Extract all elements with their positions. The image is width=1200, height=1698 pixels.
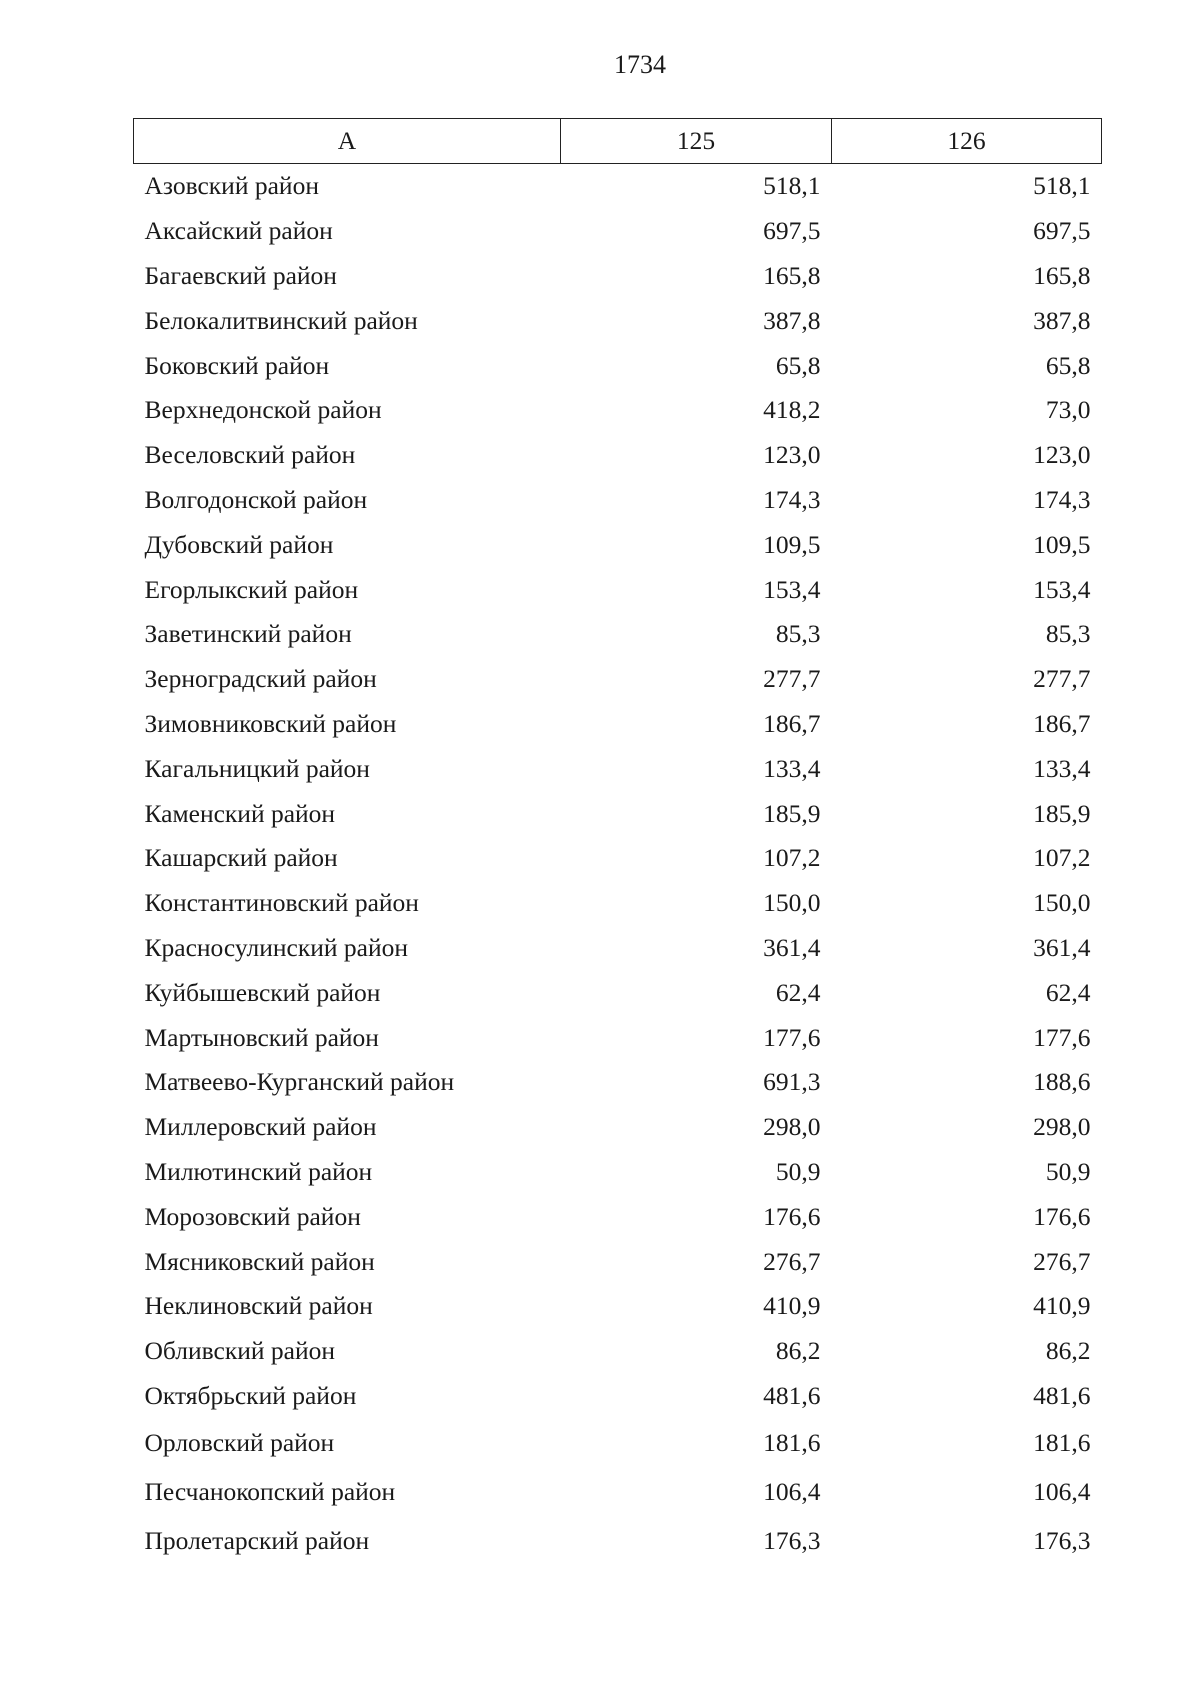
table-row	[134, 970, 1102, 1015]
district-name-cell: Егорлыкский район	[144, 574, 359, 604]
table-row	[134, 343, 1102, 388]
district-name-cell: Зерноградский район	[144, 664, 377, 694]
data-table	[133, 118, 1102, 1565]
value-126-cell: 65,8	[1045, 350, 1091, 380]
table-row	[134, 1284, 1102, 1329]
value-126-cell: 153,4	[1033, 574, 1091, 604]
value-125-cell: 62,4	[775, 977, 821, 1007]
table-row	[134, 209, 1102, 254]
value-126-cell: 177,6	[1033, 1022, 1091, 1052]
value-125-cell: 65,8	[775, 350, 821, 380]
value-125-cell: 177,6	[763, 1022, 821, 1052]
value-125-cell: 418,2	[763, 395, 821, 425]
table-row	[134, 1015, 1102, 1060]
table-row	[134, 1105, 1102, 1150]
value-125-cell: 361,4	[763, 932, 821, 962]
value-125-cell: 481,6	[763, 1380, 821, 1410]
district-name-cell: Орловский район	[144, 1427, 335, 1457]
district-name-cell: Кашарский район	[144, 843, 338, 873]
value-125-cell: 106,4	[763, 1476, 821, 1506]
district-name-cell: Песчанокопский район	[144, 1476, 396, 1506]
value-126-cell: 50,9	[1045, 1156, 1091, 1186]
value-125-cell: 86,2	[775, 1336, 821, 1366]
header-row	[134, 119, 1102, 164]
district-name-cell: Миллеровский район	[144, 1112, 377, 1142]
value-125-cell: 691,3	[763, 1067, 821, 1097]
district-name-cell: Милютинский район	[144, 1156, 373, 1186]
table-row	[134, 164, 1102, 209]
table-row	[134, 1374, 1102, 1419]
table-row	[134, 522, 1102, 567]
district-name-cell: Мартыновский район	[144, 1022, 379, 1052]
value-126-cell: 106,4	[1033, 1476, 1091, 1506]
table-row	[134, 567, 1102, 612]
district-name-cell: Белокалитвинский район	[144, 305, 418, 335]
value-125-cell: 276,7	[763, 1246, 821, 1276]
table-row	[134, 836, 1102, 881]
value-125-cell: 176,6	[763, 1201, 821, 1231]
value-125-cell: 185,9	[763, 798, 821, 828]
value-125-cell: 123,0	[763, 440, 821, 470]
value-126-cell: 518,1	[1033, 171, 1091, 201]
district-name-cell: Багаевский район	[144, 260, 337, 290]
table-row	[134, 1467, 1102, 1516]
value-126-cell: 86,2	[1045, 1336, 1091, 1366]
value-125-cell: 153,4	[763, 574, 821, 604]
table-row	[134, 1239, 1102, 1284]
district-name-cell: Матвеево-Курганский район	[144, 1067, 455, 1097]
value-126-cell: 85,3	[1045, 619, 1091, 649]
value-125-cell: 176,3	[763, 1525, 821, 1555]
table-row	[134, 298, 1102, 343]
value-125-cell: 186,7	[763, 708, 821, 738]
district-name-cell: Обливский район	[144, 1336, 336, 1366]
table-body	[134, 164, 1102, 1566]
header-cell-126: 126	[832, 119, 1102, 164]
value-125-cell: 165,8	[763, 260, 821, 290]
value-126-cell: 62,4	[1045, 977, 1091, 1007]
district-name-cell: Кагальницкий район	[144, 753, 370, 783]
value-126-cell: 410,9	[1033, 1291, 1091, 1321]
table-row	[134, 1060, 1102, 1105]
value-126-cell: 109,5	[1033, 529, 1091, 559]
value-126-cell: 361,4	[1033, 932, 1091, 962]
table-row	[134, 433, 1102, 478]
district-name-cell: Морозовский район	[144, 1201, 361, 1231]
value-126-cell: 123,0	[1033, 440, 1091, 470]
value-125-cell: 150,0	[763, 888, 821, 918]
value-126-cell: 176,3	[1033, 1525, 1091, 1555]
table-row	[134, 657, 1102, 702]
value-125-cell: 174,3	[763, 484, 821, 514]
table-row	[134, 612, 1102, 657]
district-name-cell: Волгодонской район	[144, 484, 368, 514]
value-126-cell: 150,0	[1033, 888, 1091, 918]
value-126-cell: 186,7	[1033, 708, 1091, 738]
district-name-cell: Неклиновский район	[144, 1291, 373, 1321]
district-name-cell: Боковский район	[144, 350, 330, 380]
district-name-cell: Дубовский район	[144, 529, 334, 559]
value-125-cell: 298,0	[763, 1112, 821, 1142]
value-125-cell: 50,9	[775, 1156, 821, 1186]
value-125-cell: 277,7	[763, 664, 821, 694]
value-126-cell: 73,0	[1045, 395, 1091, 425]
value-126-cell: 133,4	[1033, 753, 1091, 783]
table-row	[134, 926, 1102, 971]
value-126-cell: 174,3	[1033, 484, 1091, 514]
table-row	[134, 1516, 1102, 1565]
table-header	[134, 119, 1102, 164]
table-row	[134, 1194, 1102, 1239]
value-126-cell: 176,6	[1033, 1201, 1091, 1231]
table-row	[134, 254, 1102, 299]
value-126-cell: 276,7	[1033, 1246, 1091, 1276]
value-126-cell: 185,9	[1033, 798, 1091, 828]
value-125-cell: 107,2	[763, 843, 821, 873]
value-126-cell: 697,5	[1033, 216, 1091, 246]
table-row	[134, 388, 1102, 433]
value-125-cell: 410,9	[763, 1291, 821, 1321]
district-name-cell: Зимовниковский район	[144, 708, 397, 738]
page-number: 1734	[614, 50, 666, 79]
value-125-cell: 518,1	[763, 171, 821, 201]
table-row	[134, 881, 1102, 926]
value-125-cell: 133,4	[763, 753, 821, 783]
value-126-cell: 387,8	[1033, 305, 1091, 335]
district-name-cell: Веселовский район	[144, 440, 356, 470]
value-125-cell: 387,8	[763, 305, 821, 335]
value-125-cell: 697,5	[763, 216, 821, 246]
district-name-cell: Мясниковский район	[144, 1246, 375, 1276]
table-row	[134, 478, 1102, 523]
value-125-cell: 85,3	[775, 619, 821, 649]
district-name-cell: Аксайский район	[144, 216, 333, 246]
value-125-cell: 181,6	[763, 1427, 821, 1457]
table-row	[134, 1150, 1102, 1195]
district-name-cell: Красносулинский район	[144, 932, 409, 962]
value-126-cell: 277,7	[1033, 664, 1091, 694]
value-126-cell: 107,2	[1033, 843, 1091, 873]
header-cell-125: 125	[561, 119, 832, 164]
table-row	[134, 1418, 1102, 1467]
district-name-cell: Верхнедонской район	[144, 395, 382, 425]
district-name-cell: Азовский район	[144, 171, 319, 201]
value-126-cell: 181,6	[1033, 1427, 1091, 1457]
district-name-cell: Заветинский район	[144, 619, 352, 649]
district-name-cell: Пролетарский район	[144, 1525, 370, 1555]
value-126-cell: 165,8	[1033, 260, 1091, 290]
table-row	[134, 1329, 1102, 1374]
district-name-cell: Константиновский район	[144, 888, 419, 918]
district-name-cell: Октябрьский район	[144, 1380, 357, 1410]
table-row	[134, 791, 1102, 836]
value-126-cell: 298,0	[1033, 1112, 1091, 1142]
value-126-cell: 188,6	[1033, 1067, 1091, 1097]
district-name-cell: Куйбышевский район	[144, 977, 381, 1007]
table-row	[134, 702, 1102, 747]
value-125-cell: 109,5	[763, 529, 821, 559]
header-cell-a: А	[134, 119, 561, 164]
value-126-cell: 481,6	[1033, 1380, 1091, 1410]
table-row	[134, 746, 1102, 791]
district-name-cell: Каменский район	[144, 798, 336, 828]
